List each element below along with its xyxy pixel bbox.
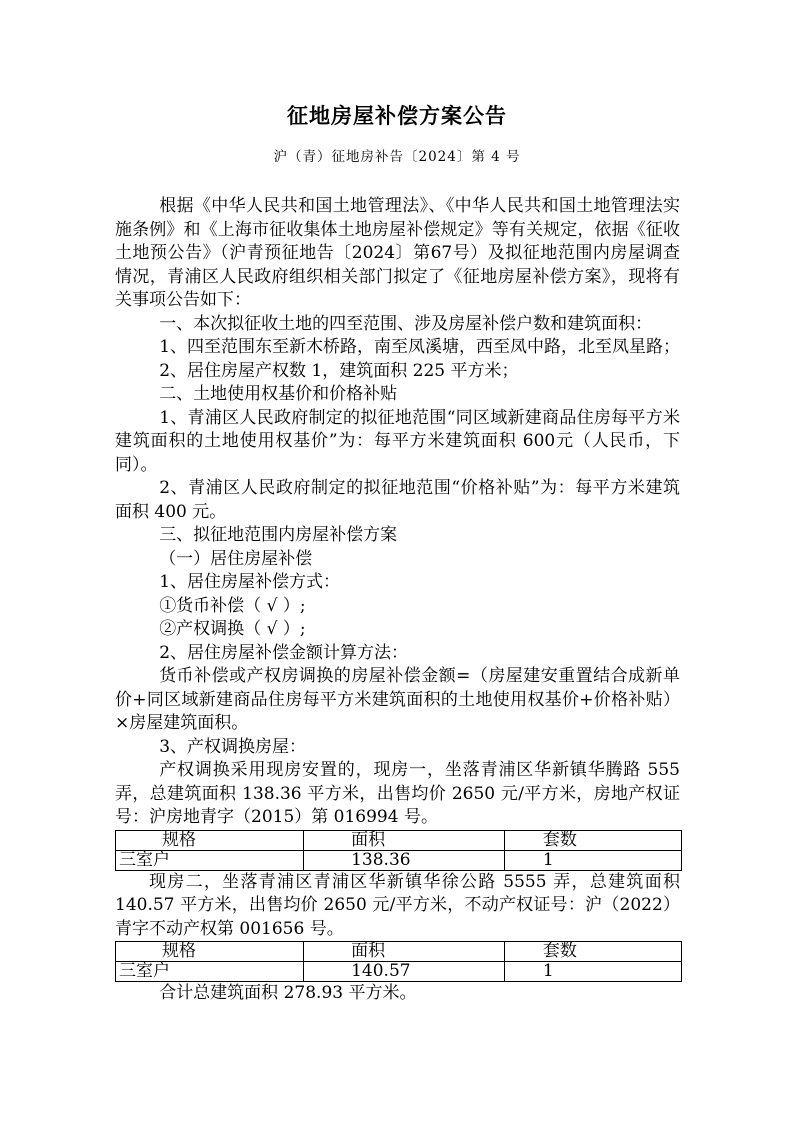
- page-title: 征地房屋补偿方案公告: [287, 104, 507, 128]
- header-area: 面积: [304, 942, 505, 962]
- cell-count: 1: [504, 962, 681, 982]
- table-row: [116, 850, 682, 870]
- total-paragraph: 合计总建筑面积 278.93 平方米。: [159, 983, 417, 1003]
- house-2-paragraph: 现房二，坐落青浦区青浦区华新镇华徐公路 5555 弄，总建筑面积 140.57 平方米，出售均价 2650 元/平方米，不动产权证号：沪（2022）青字不动产权第 001656 号。: [115, 871, 680, 939]
- section-3-item-1: 1、居住房屋补偿方式：: [159, 572, 341, 592]
- header-type: 规格: [116, 830, 304, 850]
- section-3-item-3: 3、产权调换房屋：: [159, 736, 307, 757]
- document-body: [115, 195, 680, 1006]
- header-area: 面积: [304, 830, 505, 850]
- section-1-item-2: 2、居住房屋产权数 1，建筑面积 225 平方米；: [159, 360, 519, 381]
- section-2-item-1: 1、青浦区人民政府制定的拟征地范围“同区域新建商品住房每平方米建筑面积的土地使用权基价”为：每平方米建筑面积 600元（人民币，下同）。: [115, 407, 680, 475]
- table-row: [116, 962, 682, 982]
- cell-area: 138.36: [304, 850, 505, 870]
- section-2-heading: 二、土地使用权基价和价格补贴: [159, 384, 398, 404]
- house-1-paragraph: 产权调换采用现房安置的，现房一，坐落青浦区华新镇华腾路 555 弄，总建筑面积 138.36 平方米，出售均价 2650 元/平方米，房地产权证号：沪房地青字（2015）第 016994 号。: [115, 760, 680, 827]
- section-2-item-2: 2、青浦区人民政府制定的拟征地范围“价格补贴”为：每平方米建筑面积 400 元。: [115, 478, 680, 522]
- cell-area: 140.57: [304, 962, 505, 982]
- header-type: 规格: [116, 942, 304, 962]
- section-3-heading: 三、拟征地范围内房屋补偿方案: [159, 525, 398, 545]
- house-1-table: [115, 830, 682, 871]
- table-header-row: [116, 942, 682, 962]
- cell-type: 三室户: [116, 850, 304, 870]
- option-exchange: ②产权调换（ √ ）;: [159, 619, 306, 639]
- cell-type: 三室户: [116, 962, 304, 982]
- table-header-row: [116, 830, 682, 850]
- document-number: 沪（青）征地房补告〔2024〕第 4 号: [273, 149, 521, 165]
- section-3-item-2: 2、居住房屋补偿金额计算方法：: [159, 642, 409, 663]
- section-3-sub-a: （一）居住房屋补偿: [159, 548, 313, 569]
- house-2-table: [115, 941, 682, 982]
- header-count: 套数: [504, 830, 681, 850]
- intro-paragraph: 根据《中华人民共和国土地管理法》、《中华人民共和国土地管理法实施条例》和《上海市征收集体土地房屋补偿规定》等有关规定，依据《征收土地预公告》（沪青预征地告〔2024〕第67号）及拟征地范围内房屋调查情况，青浦区人民政府组织相关部门拟定了《征地房屋补偿方案》，现将有关事项公告如下：: [115, 196, 680, 310]
- option-cash: ①货币补偿（ √ ）;: [159, 595, 306, 616]
- header-count: 套数: [504, 942, 681, 962]
- cell-count: 1: [504, 850, 681, 870]
- formula-paragraph: 货币补偿或产权房调换的房屋补偿金额=（房屋建安重置结合成新单价+同区域新建商品住房每平方米建筑面积的土地使用权基价+价格补贴）×房屋建筑面积。: [115, 666, 680, 733]
- section-1-item-1: 1、四至范围东至新木桥路，南至凤溪塘，西至凤中路，北至凤星路；: [159, 337, 681, 357]
- section-1-heading: 一、本次拟征收土地的四至范围、涉及房屋补偿户数和建筑面积：: [159, 313, 653, 334]
